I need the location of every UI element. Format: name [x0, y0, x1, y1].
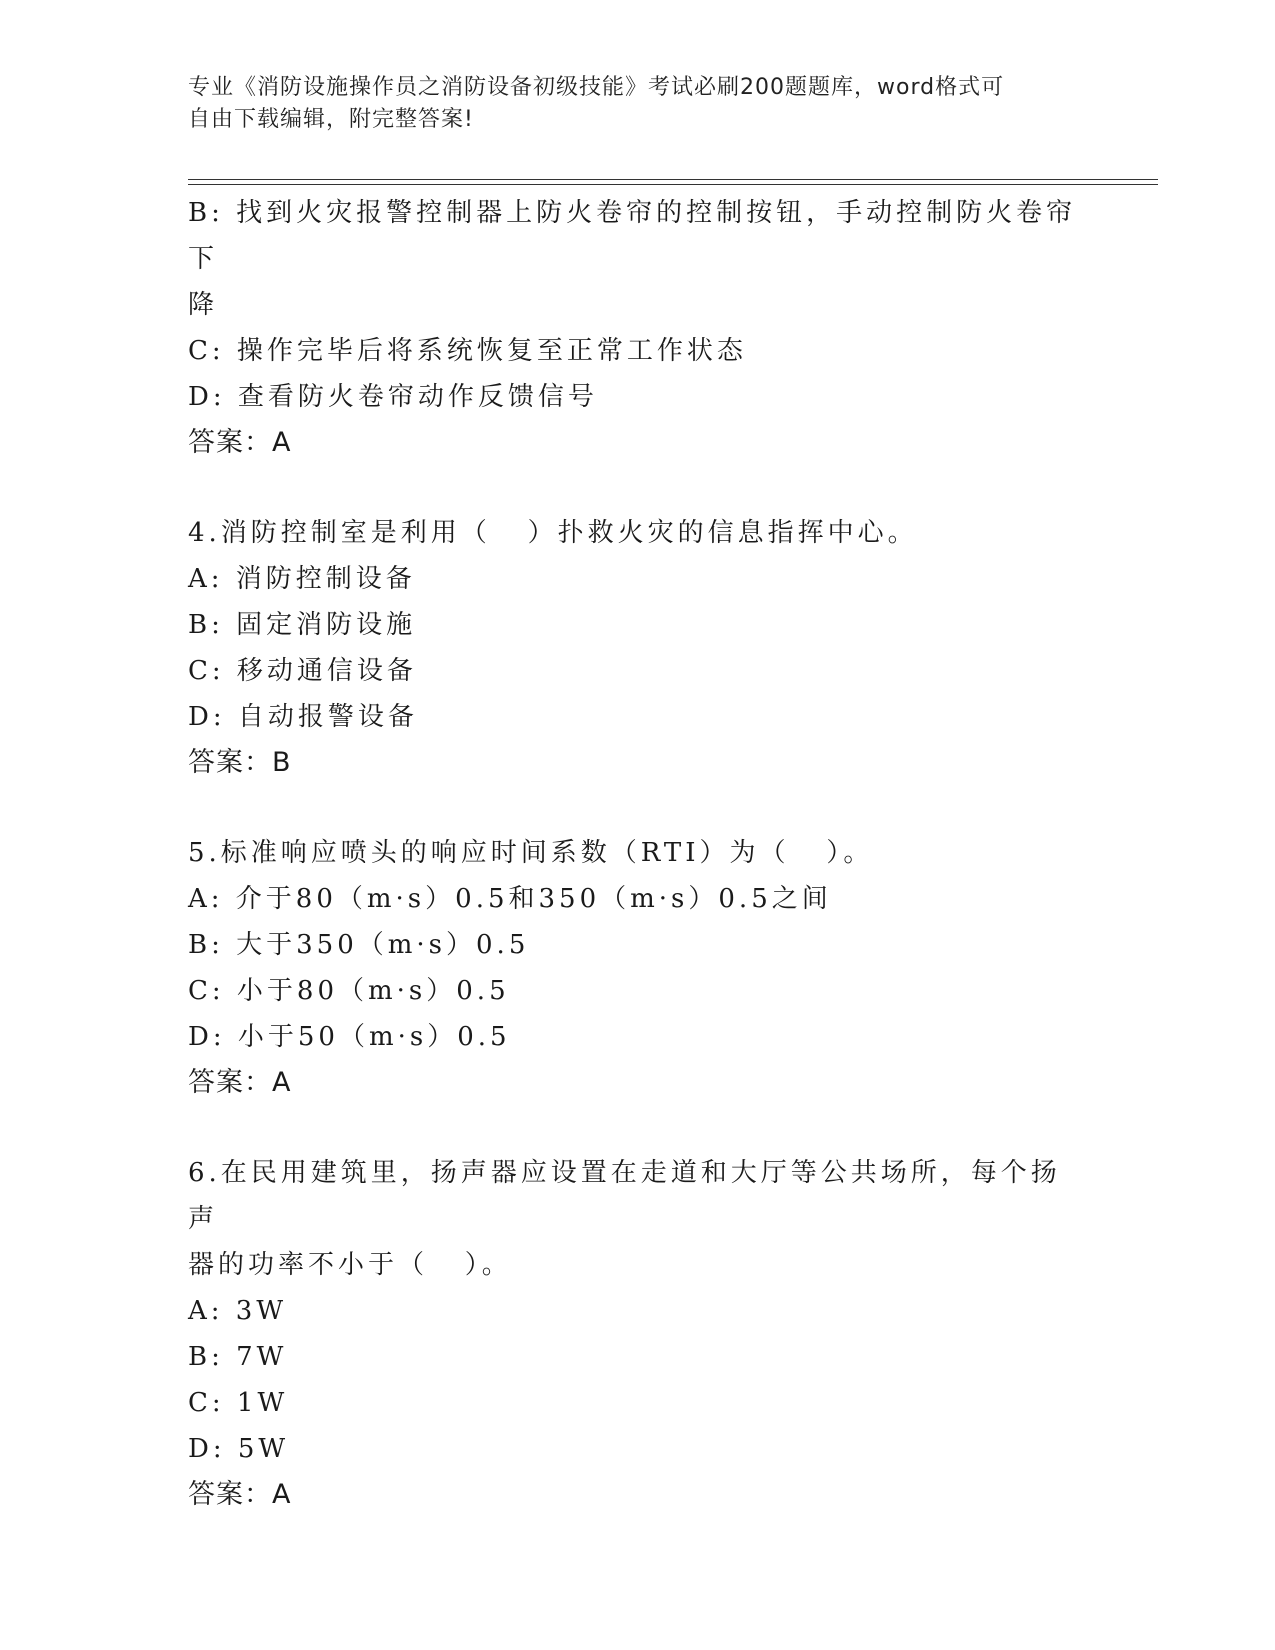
question-stem-line-2: 器的功率不小于（ ）。	[188, 1250, 512, 1280]
answer-label: 答案：A	[188, 1479, 292, 1510]
option-b: B: 固定消防设施	[188, 610, 417, 640]
option-b: B: 7W	[188, 1342, 288, 1372]
question-4	[188, 510, 1088, 786]
question-content	[188, 190, 1088, 1518]
option-d: D: 5W	[188, 1434, 290, 1464]
option-d: D: 自动报警设备	[188, 702, 418, 732]
spacer	[188, 466, 1088, 510]
option-a: A: 3W	[188, 1296, 288, 1326]
header-line-2: 自由下载编辑，附完整答案!	[188, 107, 474, 132]
question-stem: 5.标准响应喷头的响应时间系数（RTI）为（ ）。	[188, 838, 874, 868]
option-c: C: 移动通信设备	[188, 656, 417, 686]
option-b: B: 大于350（m·s）0.5	[188, 930, 530, 960]
option-d: D: 小于50（m·s）0.5	[188, 1022, 511, 1052]
answer-label: 答案：A	[188, 427, 292, 458]
question-stem: 4.消防控制室是利用（ ）扑救火灾的信息指挥中心。	[188, 518, 918, 548]
option-b-wrap: 降	[188, 290, 219, 320]
answer-label: 答案：A	[188, 1067, 292, 1098]
header-divider-top	[188, 179, 1158, 180]
option-c: C: 1W	[188, 1388, 289, 1418]
spacer	[188, 1106, 1088, 1150]
option-c: C: 操作完毕后将系统恢复至正常工作状态	[188, 336, 747, 366]
option-c: C: 小于80（m·s）0.5	[188, 976, 510, 1006]
question-stem-line-1: 6.在民用建筑里，扬声器应设置在走道和大厅等公共场所，每个扬声	[188, 1158, 1061, 1234]
header-divider-bottom	[188, 184, 1158, 185]
option-b: B: 找到火灾报警控制器上防火卷帘的控制按钮，手动控制防火卷帘下	[188, 198, 1077, 274]
option-d: D: 查看防火卷帘动作反馈信号	[188, 382, 598, 412]
option-a: A: 消防控制设备	[188, 564, 416, 594]
option-a: A: 介于80（m·s）0.5和350（m·s）0.5之间	[188, 884, 832, 914]
document-header	[188, 72, 1088, 136]
question-6	[188, 1150, 1088, 1518]
answer-label: 答案：B	[188, 747, 292, 778]
question-3-continued	[188, 190, 1088, 466]
question-5	[188, 830, 1088, 1106]
header-line-1: 专业《消防设施操作员之消防设备初级技能》考试必刷200题题库，word格式可	[188, 75, 1005, 100]
spacer	[188, 786, 1088, 830]
